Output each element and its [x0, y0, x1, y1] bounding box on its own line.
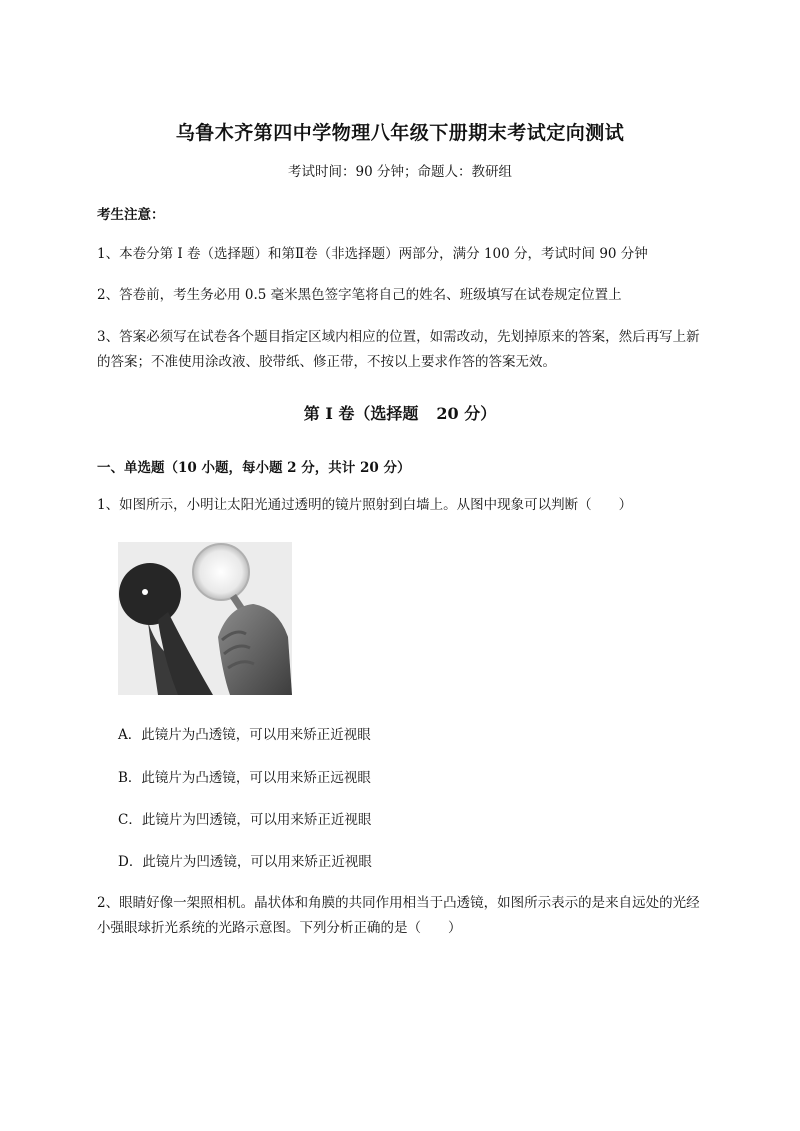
question-type-heading: 一、单选题（10 小题，每小题 2 分，共计 20 分） — [97, 460, 411, 476]
question-1-stem: 1、如图所示，小明让太阳光通过透明的镜片照射到白墙上。从图中现象可以判断（ ） — [97, 497, 633, 513]
section-title — [0, 401, 800, 424]
lens-sunlight-image — [118, 542, 292, 695]
page-title: 乌鲁木齐第四中学物理八年级下册期末考试定向测试 — [175, 122, 625, 144]
notice-item-3-continued: 的答案；不准使用涂改液、胶带纸、修正带，不按以上要求作答的答案无效。 — [97, 354, 556, 370]
notice-heading: 考生注意： — [97, 207, 165, 223]
question-1-option-d: D．此镜片为凹透镜，可以用来矫正近视眼 — [118, 854, 372, 870]
question-1-option-b: B．此镜片为凸透镜，可以用来矫正远视眼 — [118, 770, 371, 786]
question-2-stem-line-1: 2、眼睛好像一架照相机。晶状体和角膜的共同作用相当于凸透镜，如图所示表示的是来自远处的光经 — [97, 895, 700, 911]
section-score: 20 分） — [436, 404, 497, 423]
exam-info: 考试时间：90 分钟；命题人：教研组 — [288, 164, 512, 180]
question-2-stem-line-2: 小强眼球折光系统的光路示意图。下列分析正确的是（ ） — [97, 920, 462, 936]
question-1-option-a: A．此镜片为凸透镜，可以用来矫正近视眼 — [118, 727, 371, 743]
notice-item-3: 3、答案必须写在试卷各个题目指定区域内相应的位置，如需改动，先划掉原来的答案，然后再写上新 — [97, 329, 700, 345]
question-1-option-c: C．此镜片为凹透镜，可以用来矫正近视眼 — [118, 812, 372, 828]
notice-item-2: 2、答卷前，考生务必用 0.5 毫米黑色签字笔将自己的姓名、班级填写在试卷规定位置上 — [97, 287, 622, 303]
notice-item-1: 1、本卷分第 I 卷（选择题）和第Ⅱ卷（非选择题）两部分，满分 100 分，考试时间 90 分钟 — [97, 246, 648, 262]
section-title-text: 第 I 卷（选择题 — [303, 404, 419, 423]
question-1-photo — [118, 542, 292, 695]
